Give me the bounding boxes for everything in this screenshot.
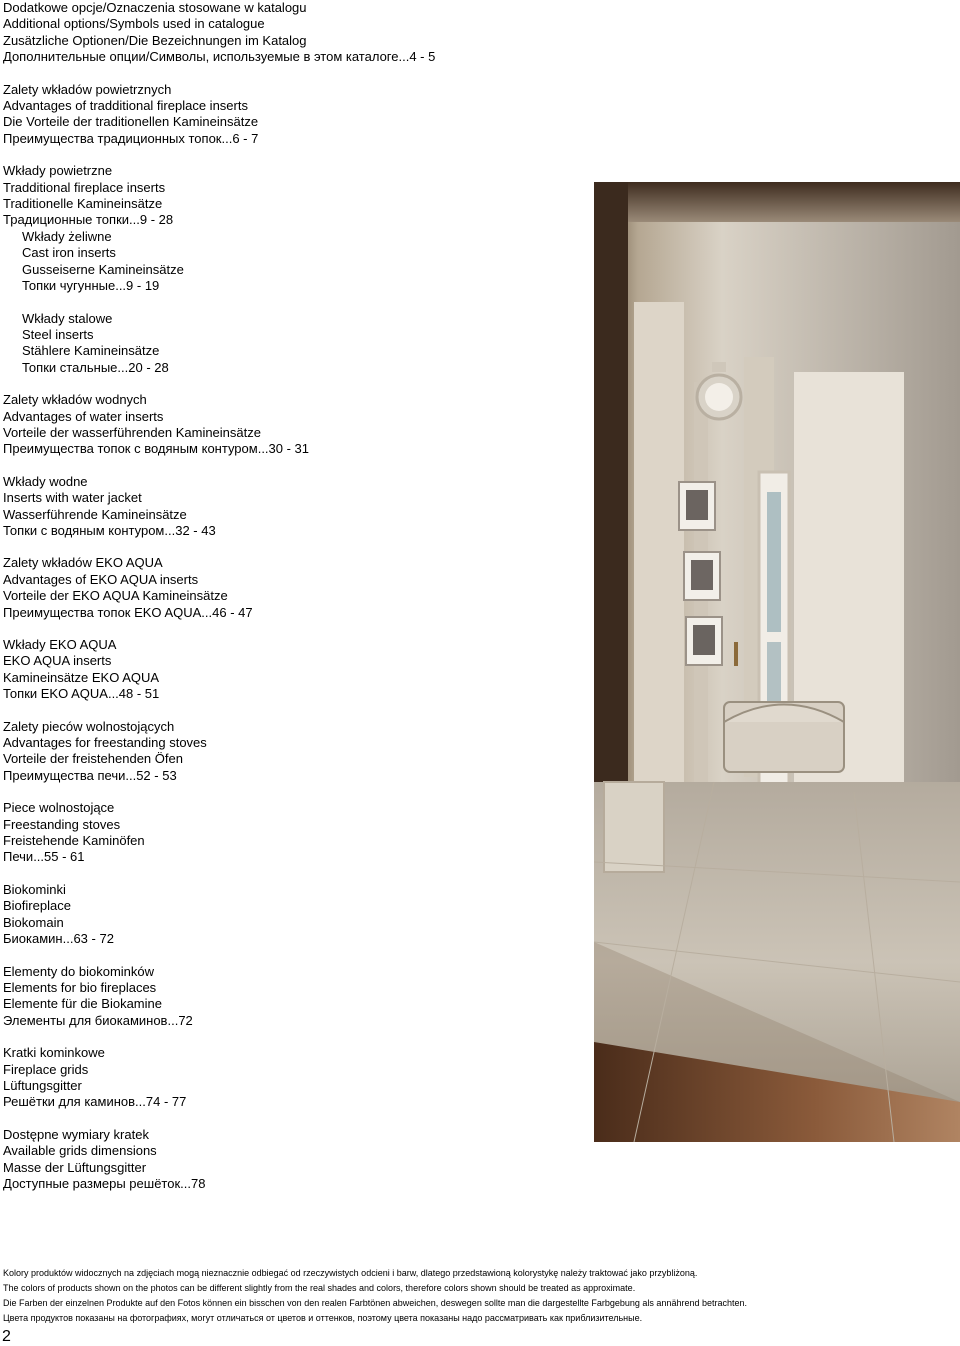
toc-entry-text: Vorteile der EKO AQUA Kamineinsätze [3,588,228,604]
toc-entry-text: Dostępne wymiary kratek [3,1126,149,1142]
toc-entry-title [22,311,583,327]
toc-entry-title-with-pages [22,278,583,294]
toc-entry-text: Dodatkowe opcje/Oznaczenia stosowane w katalogu [3,0,307,15]
toc-entry-title-with-pages [3,212,583,228]
toc-entry-title-with-pages [3,1094,583,1110]
toc-entry[interactable] [3,163,583,229]
toc-page-range: 32 - 43 [175,522,216,538]
disclaimer-line-ru: Цвета продуктов показаны на фотографиях, могут отличаться от цветов и оттенков, поэтому цвета показаны надо рассматривать как приблизительные. [3,1313,643,1323]
toc-entry-title [3,114,583,130]
toc-entry-title [3,507,583,523]
toc-page-range: 30 - 31 [268,441,310,457]
interior-photo [594,182,960,1142]
toc-entry-title-with-pages [3,523,583,539]
toc-page-range: 72 [178,1012,193,1028]
toc-entry-text: Традиционные топки [3,212,130,228]
toc-entry[interactable] [3,0,583,66]
toc-entry-text: Biofireplace [3,898,71,914]
toc-entry-text: Wkłady wodne [3,473,88,489]
toc-entry-text: Additional options/Symbols used in catalogue [3,16,265,32]
toc-leader-dots: ... [164,522,176,538]
toc-leader-dots: ... [117,359,129,375]
disclaimer-line-pl: Kolory produktów widocznych na zdjęciach mogą nieznacznie odbiegać od rzeczywistych odcieni i barw, dlatego przedstawioną kolorystykę należy traktować jako przybliżoną. [3,1268,698,1278]
toc-page-range: 9 - 19 [126,278,160,294]
toc-entry-title [3,670,583,686]
toc-page-range: 63 - 72 [73,931,114,947]
toc-entry-text: Преимущества топок с водяным контуром [3,441,258,457]
toc-entry-text: Zalety wkładów EKO AQUA [3,555,163,571]
toc-entry-title-with-pages [3,931,583,947]
toc-entry-text: Wkłady stalowe [22,310,113,326]
toc-entry[interactable] [3,229,583,295]
toc-entry-title [3,735,583,751]
toc-entry-text: Zalety wkładów wodnych [3,392,147,408]
toc-entry-text: Elementy do biokominków [3,963,155,979]
toc-entry-text: Преимущества традиционных топок [3,130,222,146]
toc-entry-title [3,1062,583,1078]
toc-entry[interactable] [3,392,583,458]
toc-entry-title [3,964,583,980]
toc-entry-title [22,343,583,359]
toc-entry-title [3,833,583,849]
toc-page-range: 48 - 51 [118,686,160,702]
toc-entry-title [3,1143,583,1159]
toc-entry-text: Дополнительные опции/Символы, используемые в этом каталоге [3,49,399,65]
toc-entry-title-with-pages [3,49,583,65]
toc-entry-text: Печи [3,849,34,865]
toc-entry-text: Biokominki [3,881,66,897]
toc-leader-dots: ... [180,1175,192,1191]
toc-entry-title [3,98,583,114]
toc-entry-title [3,82,583,98]
toc-entry-text: Steel inserts [22,326,94,342]
toc-entry-text: Vorteile der wasserführenden Kamineinsätze [3,424,261,440]
toc-leader-dots: ... [115,278,127,294]
toc-entry-title [3,817,583,833]
toc-entry-text: Piece wolnostojące [3,800,115,816]
toc-page-range: 46 - 47 [212,604,253,620]
toc-entry[interactable] [3,964,583,1030]
toc-entry-text: Lüftungsgitter [3,1077,82,1093]
toc-entry[interactable] [3,1127,583,1193]
toc-entry-text: Advantages of tradditional fireplace inserts [3,98,248,114]
toc-entry[interactable] [3,1045,583,1111]
toc-page-range: 55 - 61 [44,849,85,865]
toc-entry[interactable] [3,719,583,785]
toc-entry-title [3,572,583,588]
toc-entry-title-with-pages [3,441,583,457]
toc-leader-dots: ... [167,1012,179,1028]
toc-leader-dots: ... [125,767,137,783]
toc-entry-title-with-pages [3,1176,583,1192]
toc-entry-title [3,425,583,441]
toc-entry-title [3,180,583,196]
toc-leader-dots: ... [62,931,74,947]
toc-entry-title [3,980,583,996]
toc-entry-text: Inserts with water jacket [3,490,142,506]
toc-entry-title [3,0,583,16]
toc-entry-text: Wkłady EKO AQUA [3,637,117,652]
toc-entry-text: Преимущества печи [3,767,126,783]
toc-entry-text: Fireplace grids [3,1061,89,1077]
toc-leader-dots: ... [107,686,119,702]
toc-leader-dots: ... [33,849,45,865]
toc-entry-title [3,653,583,669]
toc-entry-title [3,800,583,816]
toc-entry-text: Zusätzliche Optionen/Die Bezeichnungen im Katalog [3,32,307,48]
toc-entry-text: Wkłady powietrzne [3,163,113,179]
toc-entry-title-with-pages [3,849,583,865]
toc-page-range: 4 - 5 [409,49,436,65]
page-number: 2 [2,1328,11,1345]
toc-entry[interactable] [3,637,583,703]
toc-entry-title [3,555,583,571]
toc-entry-text: Wasserführende Kamineinsätze [3,506,187,522]
toc-entry-title [22,229,583,245]
toc-leader-dots: ... [201,604,213,620]
toc-entry-text: Kamineinsätze EKO AQUA [3,669,160,685]
toc-entry-title [3,882,583,898]
toc-page-range: 9 - 28 [139,212,174,228]
toc-entry-title [3,490,583,506]
toc-entry-title [3,915,583,931]
toc-entry-text: Elements for bio fireplaces [3,979,157,995]
toc-entry-text: Advantages of EKO AQUA inserts [3,571,199,587]
toc-entry-title [3,196,583,212]
toc-leader-dots: ... [257,441,269,457]
toc-entry-text: Элементы для биокаминов [3,1012,168,1028]
toc-entry-title-with-pages [3,686,583,702]
toc-leader-dots: ... [221,130,233,146]
toc-entry[interactable] [3,82,583,148]
toc-page-range: 74 - 77 [145,1094,187,1110]
toc-entry-text: Available grids dimensions [3,1143,157,1159]
disclaimer-line-en: The colors of products shown on the photos can be different slightly from the real shades and colors, therefore colors shown should be treated as approximate. [3,1283,636,1293]
toc-entry-text: Wkłady żeliwne [22,228,112,244]
toc-entry-title [3,637,583,653]
toc-entry-text: Advantages for freestanding stoves [3,735,207,751]
toc-entry-text: Gusseiserne Kamineinsätze [22,261,184,277]
toc-entry-text: Zalety wkładów powietrznych [3,81,172,97]
toc-entry-title [3,898,583,914]
toc-entry-text: Топки стальные [22,359,118,375]
toc-entry-text: Cast iron inserts [22,245,116,261]
toc-page-range: 20 - 28 [128,359,169,375]
toc-entry-text: Топки чугунные [22,278,116,294]
toc-entry-title [3,996,583,1012]
toc-entry-title [3,588,583,604]
toc-entry-text: Доступные размеры решёток [3,1175,181,1191]
toc-entry-title [22,245,583,261]
toc-entry-title [3,1045,583,1061]
toc-entry-text: Masse der Lüftungsgitter [3,1159,147,1175]
toc-entry-text: Die Vorteile der traditionellen Kamineinsätze [3,114,259,130]
toc-entry[interactable] [3,882,583,948]
toc-entry[interactable] [3,800,583,866]
toc-entry-text: Топки EKO AQUA [3,686,108,702]
toc-leader-dots: ... [135,1094,146,1110]
toc-entry-title [22,262,583,278]
toc-entry-title [3,163,583,179]
toc-entry-text: Zalety pieców wolnostojących [3,718,175,734]
toc-leader-dots: ... [129,212,140,228]
table-of-contents [3,0,583,1208]
toc-entry-text: Биокамин [3,931,63,947]
toc-entry-text: Advantages of water inserts [3,408,164,424]
disclaimer-line-de: Die Farben der einzelnen Produkte auf den Fotos können ein bisschen von den realen Farbtönen abweichen, deswegen sollte man die dargestellte Farbgebung als annährend betrachten. [3,1298,747,1308]
toc-entry-text: Kratki kominkowe [3,1045,105,1061]
toc-entry-text: Решётки для каминов [3,1094,136,1110]
toc-entry-text: Elemente für die Biokamine [3,996,162,1012]
toc-entry-title [3,751,583,767]
toc-page-range: 52 - 53 [136,767,177,783]
toc-entry-text: Freistehende Kaminöfen [3,833,145,849]
toc-page-range: 78 [191,1175,206,1191]
toc-entry-title [3,1160,583,1176]
toc-entry-title [3,409,583,425]
toc-entry-title [3,392,583,408]
toc-entry-title-with-pages [3,1013,583,1029]
toc-entry-title [3,1127,583,1143]
toc-entry[interactable] [3,311,583,377]
toc-entry-text: Traditionelle Kamineinsätze [3,196,163,212]
toc-entry-title [22,327,583,343]
toc-entry-text: Biokomain [3,914,64,930]
toc-entry-text: EKO AQUA inserts [3,653,112,669]
toc-entry-title-with-pages [3,131,583,147]
toc-entry-text: Топки с водяным контуром [3,522,165,538]
toc-entry-title-with-pages [3,768,583,784]
toc-leader-dots: ... [398,49,410,65]
toc-entry-text: Tradditional fireplace inserts [3,179,166,195]
toc-entry[interactable] [3,474,583,540]
toc-entry-text: Vorteile der freistehenden Öfen [3,751,183,767]
color-disclaimer [3,1266,943,1326]
toc-entry-title-with-pages [22,360,583,376]
toc-page-range: 6 - 7 [232,130,259,146]
toc-entry[interactable] [3,555,583,621]
toc-entry-text: Stählere Kamineinsätze [22,343,160,359]
toc-entry-text: Преимущества топок EKO AQUA [3,604,202,620]
toc-entry-title-with-pages [3,605,583,621]
toc-entry-title [3,1078,583,1094]
toc-entry-title [3,719,583,735]
toc-entry-title [3,16,583,32]
toc-entry-title [3,474,583,490]
toc-entry-title [3,33,583,49]
toc-entry-text: Freestanding stoves [3,816,121,832]
